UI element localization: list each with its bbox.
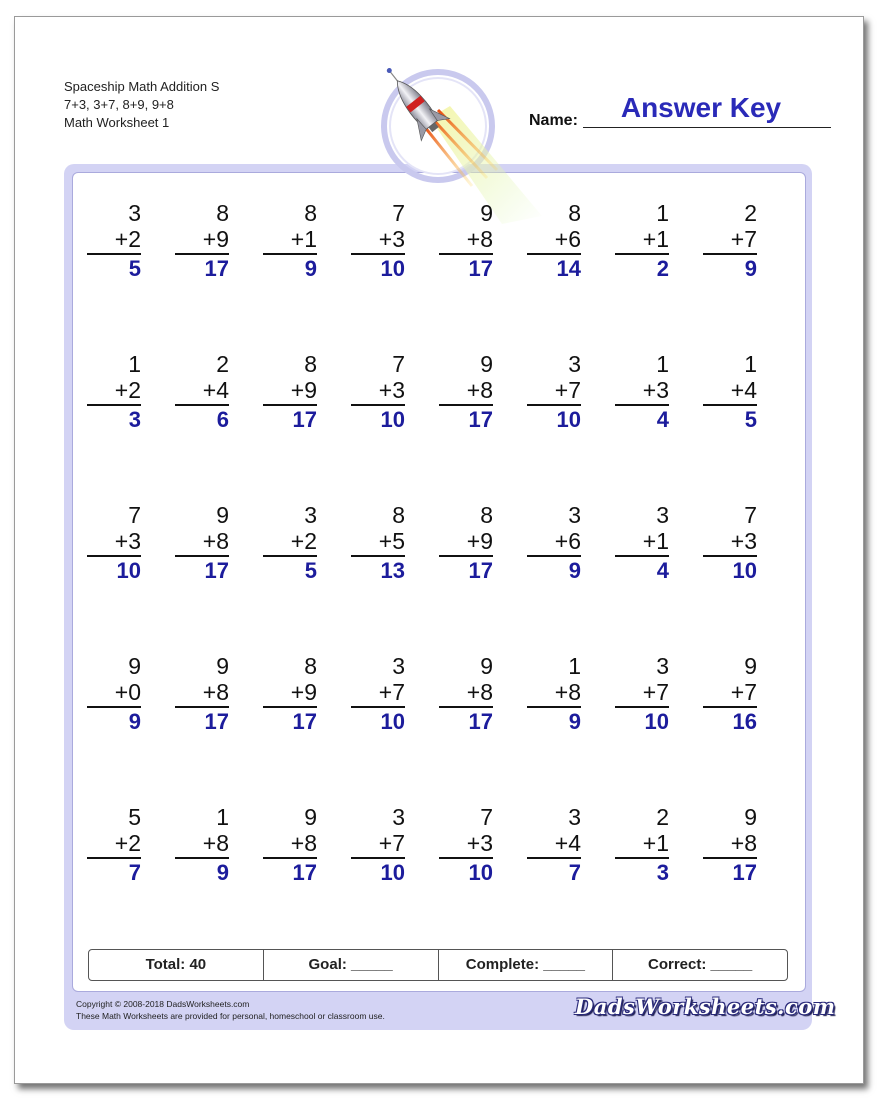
answer: 14: [556, 256, 581, 281]
addend-top: 8: [568, 200, 581, 226]
addend-bottom: +8: [466, 679, 493, 705]
addend-top: 5: [128, 804, 141, 830]
problem-5-4: [345, 804, 405, 887]
problem-2-2: [169, 351, 229, 434]
answer: 17: [468, 407, 493, 432]
worksheet-facts: 7+3, 3+7, 8+9, 9+8: [64, 97, 174, 112]
problem-3-6: [521, 502, 581, 585]
problem-3-1: [81, 502, 141, 585]
problem-2-3: [257, 351, 317, 434]
addend-bottom: +3: [642, 377, 669, 403]
addend-top: 3: [304, 502, 317, 528]
answer: 5: [304, 558, 317, 583]
addend-bottom: +8: [554, 679, 581, 705]
addend-bottom: +3: [378, 377, 405, 403]
addend-top: 3: [128, 200, 141, 226]
problem-3-2: [169, 502, 229, 585]
answer: 2: [656, 256, 669, 281]
addend-bottom: +3: [466, 830, 493, 856]
answer: 17: [204, 558, 229, 583]
problem-2-5: [433, 351, 493, 434]
answer: 17: [468, 558, 493, 583]
answer: 16: [732, 709, 757, 734]
problem-3-5: [433, 502, 493, 585]
addend-top: 8: [304, 200, 317, 226]
problem-4-3: [257, 653, 317, 736]
addend-top: 8: [304, 351, 317, 377]
answer: 13: [380, 558, 405, 583]
addend-bottom: +6: [554, 226, 581, 252]
problem-5-3: [257, 804, 317, 887]
footer-copyright-block: [76, 998, 385, 1022]
answer: 7: [128, 860, 141, 885]
addend-bottom: +4: [554, 830, 581, 856]
problem-4-7: [609, 653, 669, 736]
addend-bottom: +2: [114, 226, 141, 252]
problem-2-6: [521, 351, 581, 434]
addend-bottom: +1: [290, 226, 317, 252]
addend-top: 9: [304, 804, 317, 830]
answer: 9: [744, 256, 757, 281]
addend-bottom: +7: [730, 679, 757, 705]
answer-key-label: Answer Key: [620, 92, 782, 123]
problem-4-1: [81, 653, 141, 736]
problem-5-6: [521, 804, 581, 887]
problem-5-8: [697, 804, 757, 887]
addend-top: 8: [216, 200, 229, 226]
addend-top: 7: [480, 804, 493, 830]
addend-top: 9: [480, 351, 493, 377]
addend-top: 1: [216, 804, 229, 830]
addend-bottom: +1: [642, 528, 669, 554]
addend-top: 8: [480, 502, 493, 528]
problem-3-7: [609, 502, 669, 585]
addend-bottom: +7: [378, 830, 405, 856]
problem-3-8: [697, 502, 757, 585]
answer: 17: [292, 860, 317, 885]
addend-bottom: +2: [114, 830, 141, 856]
answer: 17: [732, 860, 757, 885]
answer: 10: [556, 407, 581, 432]
answer: 5: [744, 407, 757, 432]
answer: 10: [644, 709, 669, 734]
addend-top: 3: [656, 502, 669, 528]
answer: 9: [216, 860, 229, 885]
addend-top: 7: [744, 502, 757, 528]
addend-top: 9: [128, 653, 141, 679]
addend-bottom: +0: [114, 679, 141, 705]
answer: 17: [468, 256, 493, 281]
addend-top: 3: [568, 804, 581, 830]
addend-bottom: +2: [114, 377, 141, 403]
problem-4-8: [697, 653, 757, 736]
addend-top: 7: [392, 351, 405, 377]
addend-bottom: +7: [730, 226, 757, 252]
problem-5-5: [433, 804, 493, 887]
answer: 17: [292, 407, 317, 432]
addend-top: 2: [656, 804, 669, 830]
addend-top: 9: [216, 502, 229, 528]
answer: 5: [128, 256, 141, 281]
problem-3-4: [345, 502, 405, 585]
addend-bottom: +7: [642, 679, 669, 705]
addend-top: 9: [480, 200, 493, 226]
problem-2-7: [609, 351, 669, 434]
addend-bottom: +1: [642, 830, 669, 856]
answer: 3: [128, 407, 141, 432]
addend-top: 1: [656, 200, 669, 226]
addend-bottom: +2: [290, 528, 317, 554]
problem-3-3: [257, 502, 317, 585]
score-total: Total: 40: [89, 950, 264, 980]
addend-bottom: +9: [290, 679, 317, 705]
answer: 4: [656, 558, 669, 583]
answer: 17: [468, 709, 493, 734]
problem-5-1: [81, 804, 141, 887]
addend-bottom: +8: [290, 830, 317, 856]
addend-top: 3: [568, 351, 581, 377]
addend-top: 3: [392, 653, 405, 679]
name-label: Name:: [529, 112, 578, 129]
addend-bottom: +6: [554, 528, 581, 554]
problem-1-2: [169, 200, 229, 283]
addend-top: 2: [744, 200, 757, 226]
addend-top: 9: [480, 653, 493, 679]
answer: 17: [204, 256, 229, 281]
addend-bottom: +9: [202, 226, 229, 252]
addend-top: 1: [568, 653, 581, 679]
answer: 10: [380, 407, 405, 432]
answer: 10: [380, 709, 405, 734]
addend-top: 3: [656, 653, 669, 679]
addend-bottom: +7: [554, 377, 581, 403]
addend-bottom: +8: [730, 830, 757, 856]
score-correct: Correct: _____: [648, 956, 753, 973]
answer: 10: [468, 860, 493, 885]
answer: 6: [216, 407, 229, 432]
answer: 10: [380, 256, 405, 281]
answer: 17: [292, 709, 317, 734]
addend-bottom: +3: [730, 528, 757, 554]
addend-top: 8: [392, 502, 405, 528]
answer: 10: [732, 558, 757, 583]
addend-top: 1: [128, 351, 141, 377]
footer-notice: These Math Worksheets are provided for personal, homeschool or classroom use.: [76, 1011, 385, 1021]
problem-2-1: [81, 351, 141, 434]
problem-1-8: [697, 200, 757, 283]
addend-bottom: +8: [202, 830, 229, 856]
addend-bottom: +3: [114, 528, 141, 554]
score-box: [88, 949, 788, 981]
answer: 9: [304, 256, 317, 281]
addend-bottom: +9: [290, 377, 317, 403]
problem-1-7: [609, 200, 669, 283]
answer: 7: [568, 860, 581, 885]
addend-top: 7: [128, 502, 141, 528]
addend-top: 3: [392, 804, 405, 830]
addend-top: 1: [656, 351, 669, 377]
answer: 10: [380, 860, 405, 885]
addend-top: 7: [392, 200, 405, 226]
problem-2-4: [345, 351, 405, 434]
addend-bottom: +4: [202, 377, 229, 403]
score-complete: Complete: _____: [439, 950, 614, 980]
addend-bottom: +4: [730, 377, 757, 403]
worksheet-subtitle: Math Worksheet 1: [64, 115, 170, 130]
answer: 4: [656, 407, 669, 432]
problem-4-6: [521, 653, 581, 736]
problem-2-8: [697, 351, 757, 434]
addend-bottom: +8: [202, 679, 229, 705]
problem-1-5: [433, 200, 493, 283]
addend-bottom: +1: [642, 226, 669, 252]
answer: 9: [128, 709, 141, 734]
answer: 17: [204, 709, 229, 734]
addend-top: 8: [304, 653, 317, 679]
problem-1-1: [81, 200, 141, 283]
addend-top: 9: [744, 653, 757, 679]
addend-bottom: +3: [378, 226, 405, 252]
problem-4-2: [169, 653, 229, 736]
addend-bottom: +5: [378, 528, 405, 554]
dadsworksheets-logo: DadsWorksheets.com: [575, 994, 836, 1019]
addend-top: 1: [744, 351, 757, 377]
addend-bottom: +9: [466, 528, 493, 554]
footer-copyright: Copyright © 2008-2018 DadsWorksheets.com: [76, 999, 250, 1009]
problem-4-4: [345, 653, 405, 736]
addend-bottom: +8: [202, 528, 229, 554]
addend-bottom: +7: [378, 679, 405, 705]
answer: 9: [568, 709, 581, 734]
problem-4-5: [433, 653, 493, 736]
problem-1-6: [521, 200, 581, 283]
answer: 3: [656, 860, 669, 885]
score-goal: Goal: _____: [264, 950, 439, 980]
addend-top: 2: [216, 351, 229, 377]
addend-top: 9: [216, 653, 229, 679]
problem-5-2: [169, 804, 229, 887]
addend-top: 3: [568, 502, 581, 528]
addend-top: 9: [744, 804, 757, 830]
problem-1-4: [345, 200, 405, 283]
addend-bottom: +8: [466, 377, 493, 403]
problem-1-3: [257, 200, 317, 283]
answer: 9: [568, 558, 581, 583]
worksheet-title: Spaceship Math Addition S: [64, 79, 220, 94]
addend-bottom: +8: [466, 226, 493, 252]
problem-5-7: [609, 804, 669, 887]
answer: 10: [116, 558, 141, 583]
